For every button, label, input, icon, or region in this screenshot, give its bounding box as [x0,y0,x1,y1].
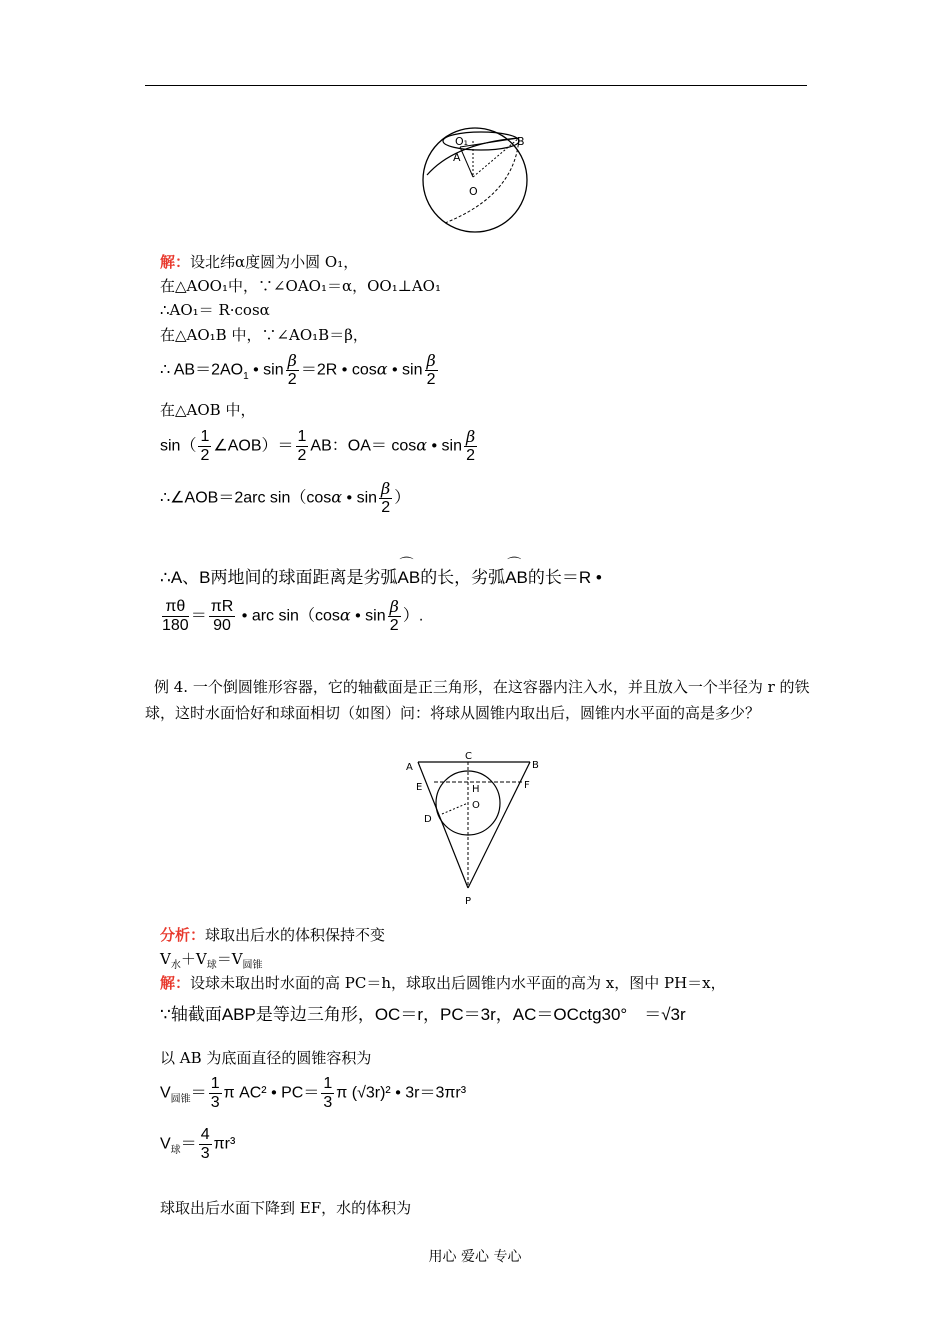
sol2-line3: 以 AB 为底面直径的圆锥容积为 [160,1049,372,1067]
sol2-line4: 球取出后水面下降到 EF，水的体积为 [160,1199,412,1217]
page-footer: 用心 爱心 专心 [428,1249,522,1265]
cone-label-b: B [532,760,539,771]
analysis-line: 分析：球取出后水的体积保持不变 [160,926,386,944]
analysis-equation: $V_水+V_球=V_{圆锥}$ [160,950,263,971]
cone-label-o: O [472,800,480,811]
sol1-formula-ab: ∴ $AB=2AO_1$ • sin $\frac{\beta}{2}$ ＝2R • cosα • sin $\frac{\beta}{2}$ [160,351,436,388]
cone-label-d: D [424,814,432,825]
cone-label-a: A [406,762,413,773]
sol1-formula-sin: sin（ $\frac{1}{2}$ ∠AOB）＝ $\frac{1}{2}$ AB：OA＝ cosα • sin $\frac{\beta}{2}$ [160,427,476,464]
label-b: B [517,135,525,148]
sol1-line4: 在△AO₁B 中，∵∠AO₁B＝β， [160,326,368,344]
sol1-distance-formula: $\frac{\pi\theta}{180}$ ＝ $\frac{\pi R}{90}$ • arc sin（cosα • sin $\frac{\beta}{2}$ ）. [162,597,424,634]
cone-label-c: C [465,751,472,762]
sol1-line6: 在△AOB 中， [160,401,256,419]
cone-figure [400,750,550,910]
sol2-cone-volume: $V_{圆锥}=$ $\frac{1}{3}$ π AC² • PC＝ $\frac{1}{3}$ π (√3r)² • 3r＝3πr³ [160,1075,467,1111]
sol1-distance-line: ∴A、B两地间的球面距离是劣弧⌒ AB的长，劣弧⌒ AB的长＝R • [160,563,602,588]
sol1-line3: ∴AO₁＝ R·cosα [160,301,270,319]
cone-label-e: E [416,782,423,793]
sol2-line2: ∵轴截面ABP是等边三角形，OC＝r，PC＝3r，AC＝OCctg30° ＝√3r [160,1005,686,1024]
cone-label-f: F [524,780,530,791]
sol1-formula-aob: ∴∠AOB＝2arc sin（cosα • sin $\frac{\beta}{2}$ ） [160,479,411,516]
label-o: O [469,185,478,198]
sphere-figure [415,125,535,235]
header-rule [145,85,807,86]
sol1-line1: 解：设北纬α度圆为小圆 O₁， [160,253,359,271]
cone-label-h: H [472,784,480,795]
example4-text: 例 4. 一个倒圆锥形容器，它的轴截面是正三角形，在这容器内注入水，并且放入一个半径为 r 的铁球，这时水面恰好和球面相切（如图）问：将球从圆锥内取出后，圆锥内水平面的高是多少？ [145,678,810,722]
label-o1: O₁ [455,135,469,148]
sol1-line2: 在△AOO₁中，∵∠OAO₁＝α，OO₁⊥AO₁ [160,277,441,295]
cone-label-p: P [465,896,472,907]
sol2-sphere-volume: $V_球=$ $\frac{4}{3}$ πr³ [160,1126,236,1162]
sol2-line1: 解：设球未取出时水面的高 PC＝h，球取出后圆锥内水平面的高为 x，图中 PH＝x， [160,974,726,992]
label-a: A [453,151,461,164]
